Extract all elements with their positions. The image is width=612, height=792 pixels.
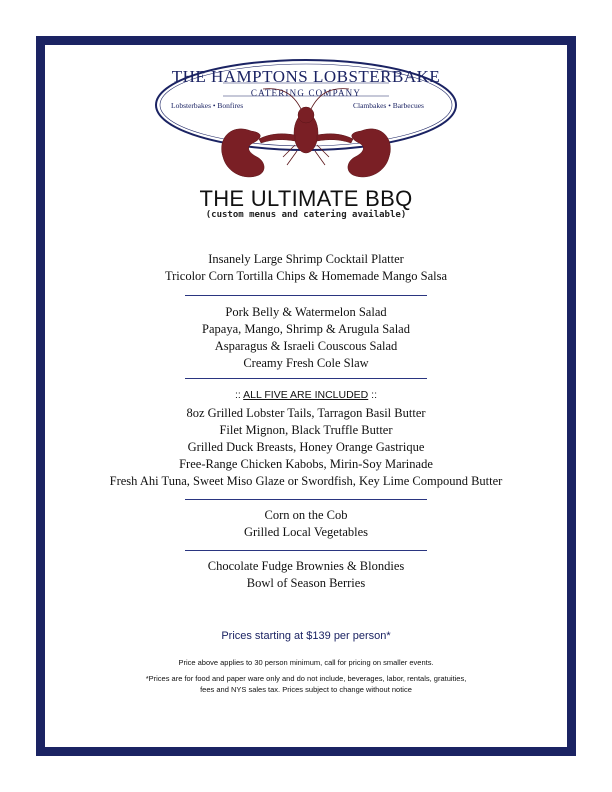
company-logo <box>153 53 459 200</box>
entree-heading <box>0 389 612 401</box>
menu-item: Fresh Ahi Tuna, Sweet Miso Glaze or Swordfish, Key Lime Compound Butter <box>109 474 503 488</box>
menu-item: Tricolor Corn Tortilla Chips & Homemade Mango Salsa <box>164 269 448 283</box>
price-headline: Prices starting at $139 per person* <box>221 630 391 642</box>
menu-item: Chocolate Fudge Brownies & Blondies <box>207 559 405 573</box>
menu-item: Grilled Duck Breasts, Honey Orange Gastrique <box>187 440 425 454</box>
menu-title: THE ULTIMATE BBQ <box>199 186 413 211</box>
price-note: Price above applies to 30 person minimum, call for pricing on smaller events. <box>178 658 434 667</box>
logo-title: THE HAMPTONS LOBSTERBAKE <box>171 67 441 86</box>
menu-item: Insanely Large Shrimp Cocktail Platter <box>208 252 404 266</box>
section-divider <box>185 550 427 551</box>
menu-item: Asparagus & Israeli Couscous Salad <box>214 339 398 353</box>
price-disclaimer-line2: fees and NYS sales tax. Prices subject to change without notice <box>200 685 412 694</box>
menu-item: 8oz Grilled Lobster Tails, Tarragon Basil Butter <box>186 406 426 420</box>
section-divider <box>185 378 427 379</box>
menu-subtitle: (custom menus and catering available) <box>205 210 407 220</box>
logo-right-tagline: Clambakes • Barbecues <box>353 101 424 110</box>
menu-item: Filet Mignon, Black Truffle Butter <box>219 423 393 437</box>
menu-item: Pork Belly & Watermelon Salad <box>225 305 387 319</box>
section-divider <box>185 499 427 500</box>
logo-left-tagline: Lobsterbakes • Bonfires <box>171 101 244 110</box>
logo-subtitle: CATERING COMPANY <box>250 88 362 98</box>
section-divider <box>185 295 427 296</box>
menu-item: Papaya, Mango, Shrimp & Arugula Salad <box>202 322 410 336</box>
price-disclaimer-line1: *Prices are for food and paper ware only and do not include, beverages, labor, rentals, gratuities, <box>145 674 467 683</box>
heading-prefix: :: <box>234 389 244 401</box>
menu-item: Corn on the Cob <box>264 508 348 522</box>
lobster-icon <box>153 53 459 200</box>
menu-item: Grilled Local Vegetables <box>243 525 369 539</box>
heading-suffix: :: <box>368 389 378 401</box>
menu-item: Free-Range Chicken Kabobs, Mirin-Soy Marinade <box>179 457 433 471</box>
heading-text: ALL FIVE ARE INCLUDED <box>243 389 369 401</box>
menu-item: Bowl of Season Berries <box>246 576 366 590</box>
menu-item: Creamy Fresh Cole Slaw <box>243 356 369 370</box>
